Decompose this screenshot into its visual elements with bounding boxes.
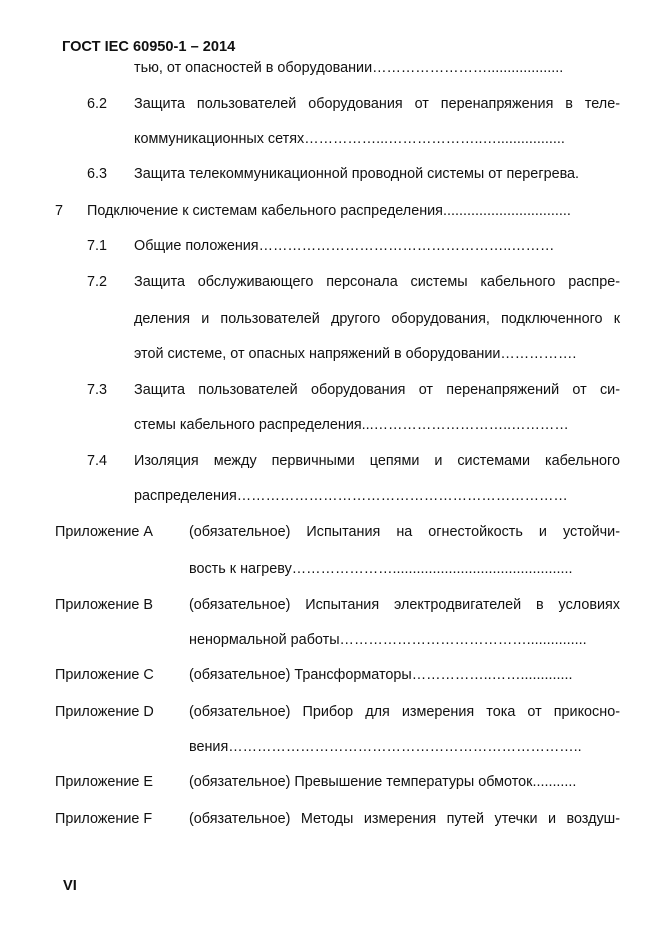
toc-entry-title-continued: распределения…………………………………………………………… <box>134 488 568 504</box>
appendix-title: (обязательное) Прибор для измерения тока от прикосно- <box>189 704 620 720</box>
toc-entry-number: 7.4 <box>87 453 108 469</box>
appendix-title: (обязательное) Превышение температуры обмоток........... <box>189 774 577 790</box>
toc-entry-title: Общие положения……………………………………………..……… <box>134 238 555 254</box>
toc-entry-title: Защита телекоммуникационной проводной системы от перегрева. <box>134 166 580 182</box>
toc-entry-title: Защита пользователей оборудования от перенапряжений от си- <box>134 382 620 398</box>
toc-entry-title: Изоляция между первичными цепями и системами кабельного <box>134 453 620 469</box>
appendix-title-continued: вость к нагреву…………………............................................. <box>189 561 573 577</box>
appendix-label: Приложение A <box>55 524 154 540</box>
toc-entry-number: 7 <box>55 203 64 219</box>
page-number: VI <box>63 878 77 894</box>
toc-entry-number: 6.3 <box>87 166 108 182</box>
toc-entry-title-continued: деления и пользователей другого оборудования, подключенного к <box>134 311 620 327</box>
appendix-label: Приложение B <box>55 597 154 613</box>
appendix-label: Приложение D <box>55 704 154 720</box>
toc-continuation-line: тью, от опасностей в оборудовании……………………................... <box>134 60 564 76</box>
appendix-title-continued: ненормальной работы…………………………………............... <box>189 632 587 648</box>
toc-entry-number: 7.2 <box>87 274 108 290</box>
appendix-title: (обязательное) Трансформаторы……………..……............. <box>189 667 573 683</box>
document-header: ГОСТ IEC 60950-1 – 2014 <box>62 39 236 55</box>
toc-entry-number: 6.2 <box>87 96 108 112</box>
toc-entry-number: 7.3 <box>87 382 108 398</box>
appendix-label: Приложение F <box>55 811 153 827</box>
appendix-title-continued: вения……………………………………………………………….. <box>189 739 582 755</box>
toc-entry-title-continued: стемы кабельного распределения...………………………..………… <box>134 417 569 433</box>
toc-entry-title: Защита обслуживающего персонала системы кабельного распре- <box>134 274 620 290</box>
appendix-label: Приложение C <box>55 667 154 683</box>
appendix-title: (обязательное) Испытания на огнестойкость и устойчи- <box>189 524 620 540</box>
toc-entry-title: Защита пользователей оборудования от перенапряжения в теле- <box>134 96 620 112</box>
appendix-title: (обязательное) Методы измерения путей утечки и воздуш- <box>189 811 620 827</box>
toc-entry-number: 7.1 <box>87 238 108 254</box>
appendix-label: Приложение E <box>55 774 154 790</box>
toc-entry-title-continued: этой системе, от опасных напряжений в оборудовании……………. <box>134 346 577 362</box>
toc-entry-title: Подключение к системам кабельного распределения................................ <box>87 203 571 219</box>
appendix-title: (обязательное) Испытания электродвигателей в условиях <box>189 597 620 613</box>
toc-entry-title-continued: коммуникационных сетях……………...………………..…................. <box>134 131 565 147</box>
